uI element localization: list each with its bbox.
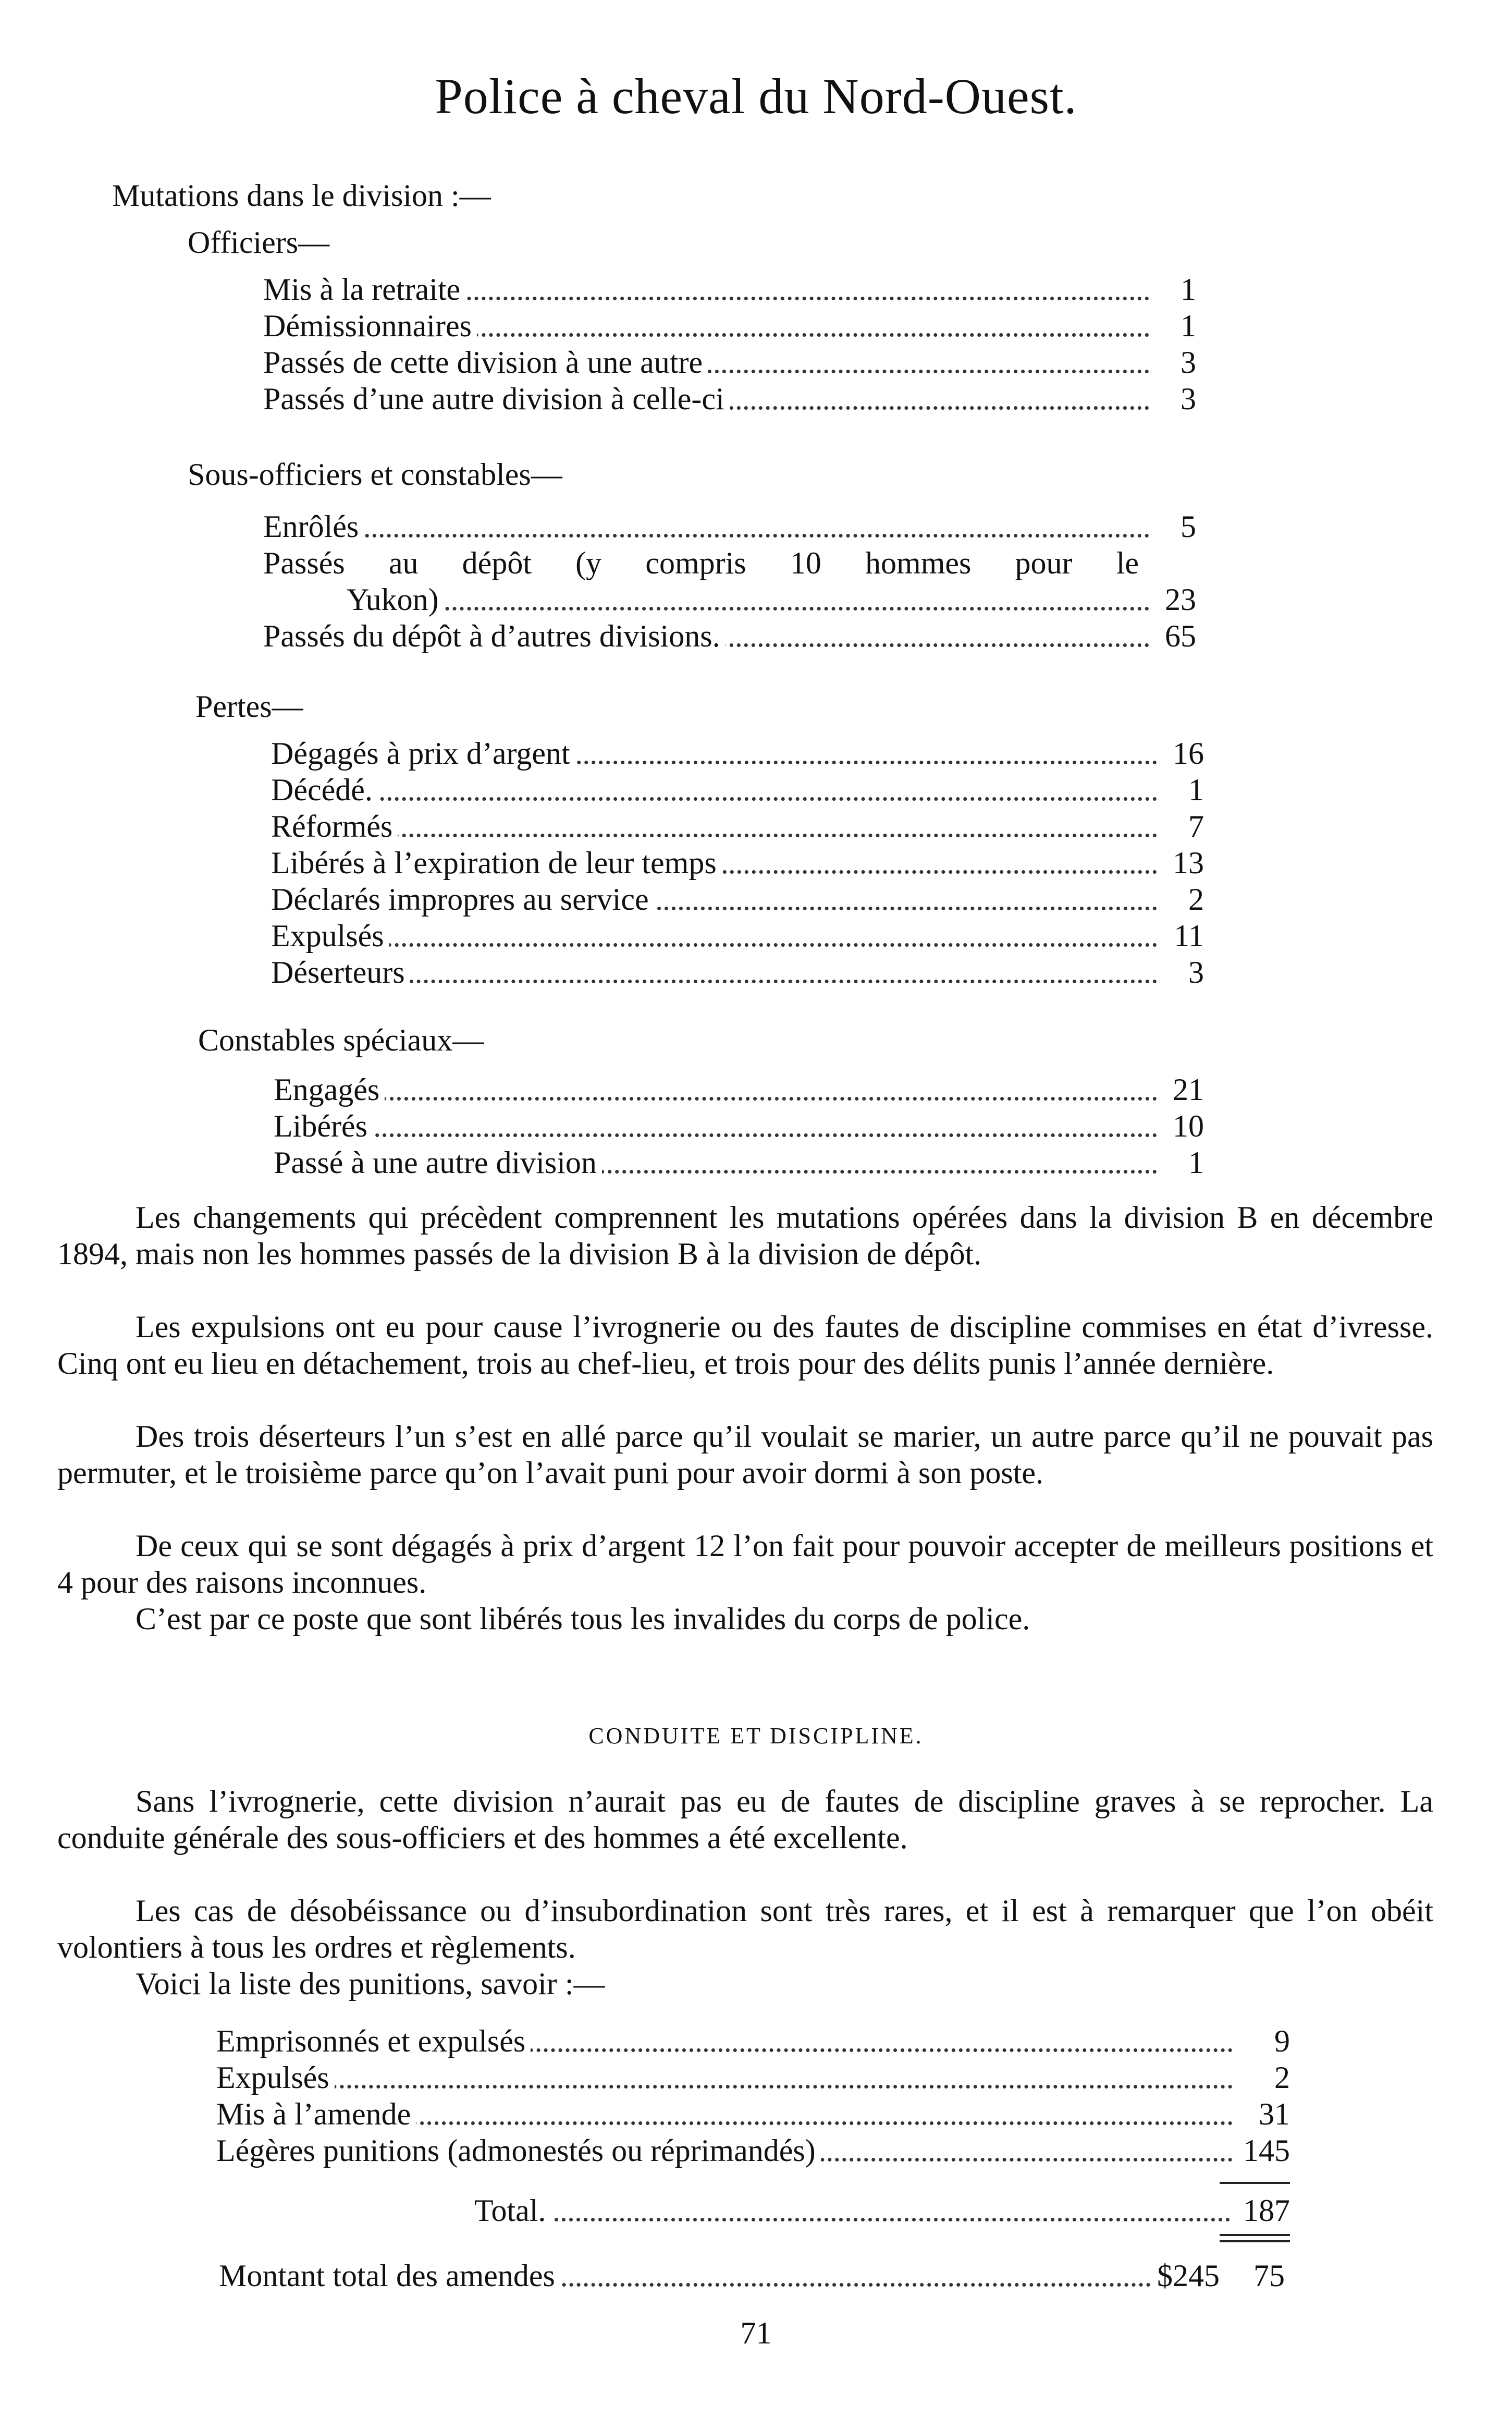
depot-line-1: Passés au dépôt (y compris 10 hommes pour le [263, 546, 1139, 580]
row-value: 13 [1167, 845, 1204, 881]
row-value: 23 [1160, 581, 1196, 618]
row-label: Yukon) [263, 581, 444, 618]
row-label: Mis à la retraite [263, 271, 465, 308]
page-title: Police à cheval du Nord-Ouest. [435, 68, 1077, 124]
section-heading: CONDUITE ET DISCIPLINE. [588, 1723, 924, 1749]
row-value: 11 [1169, 918, 1204, 954]
paragraph: Les cas de désobéissance ou d’insubordination sont très rares, et il est à remarquer que l’on obéit volontiers à tous les ordres et règlements. [57, 1894, 1433, 1964]
row-label: Enrôlés [263, 508, 364, 545]
row-label: Passé à une autre division [274, 1144, 602, 1181]
amendes-value: $245 [1152, 2257, 1220, 2294]
officiers-heading: Officiers— [188, 225, 330, 260]
ledger-row [263, 581, 1196, 618]
paragraph: Les changements qui précèdent comprennent les mutations opérées dans la division B en décembre 1894, mais non les hommes passés de la division B à la division de dépôt. [57, 1200, 1433, 1271]
ledger-row [274, 1071, 1204, 1108]
row-value: 65 [1160, 618, 1196, 654]
paragraph: Voici la liste des punitions, savoir :— [136, 1967, 605, 2001]
row-label: Libérés à l’expiration de leur temps [271, 845, 722, 881]
row-label: Démissionnaires [263, 308, 477, 344]
pertes-heading: Pertes— [195, 689, 303, 724]
row-value: 2 [1183, 881, 1204, 918]
row-label: Engagés [274, 1071, 385, 1108]
paragraph: Les expulsions ont eu pour cause l’ivrognerie ou des fautes de discipline commises en état d’ivresse. Cinq ont eu lieu en détachement, trois au chef-lieu, et trois pour des délits punis l’année dernière. [57, 1310, 1433, 1381]
ledger-row [271, 772, 1204, 808]
ledger-row [263, 381, 1196, 417]
ledger-row [263, 308, 1196, 344]
row-value: 1 [1183, 1144, 1204, 1181]
paragraph: C’est par ce poste que sont libérés tous les invalides du corps de police. [136, 1602, 1030, 1636]
page-number: 71 [740, 2316, 772, 2350]
row-value: 3 [1175, 381, 1196, 417]
sum-rule [1220, 2182, 1290, 2184]
row-label: Expulsés [216, 2059, 335, 2096]
ledger-row [216, 2096, 1290, 2132]
ledger-row [271, 954, 1204, 991]
row-label: Libérés [274, 1108, 373, 1144]
row-value: 145 [1238, 2132, 1290, 2169]
ledger-row [263, 618, 1196, 654]
row-label: Légères punitions (admonestés ou réprimandés) [216, 2132, 821, 2169]
row-value: 3 [1175, 344, 1196, 381]
row-value: 9 [1269, 2023, 1290, 2059]
row-value: 3 [1183, 954, 1204, 991]
row-value: 2 [1269, 2059, 1290, 2096]
ledger-row [216, 2132, 1290, 2169]
row-value: 1 [1175, 271, 1196, 308]
double-rule-bottom [1220, 2240, 1290, 2242]
ledger-row [271, 845, 1204, 881]
row-label: Passés d’une autre division à celle-ci [263, 381, 730, 417]
row-label: Mis à l’amende [216, 2096, 416, 2132]
ledger-row [216, 2059, 1290, 2096]
ledger-row [263, 271, 1196, 308]
row-value: 7 [1183, 808, 1204, 845]
row-label: Réformés [271, 808, 398, 845]
row-value: 31 [1253, 2096, 1290, 2132]
row-value: 10 [1167, 1108, 1204, 1144]
paragraph: Sans l’ivrognerie, cette division n’aurait pas eu de fautes de discipline graves à se reprocher. La conduite générale des sous-officiers et des hommes a été excellente. [57, 1784, 1433, 1855]
paragraph: Des trois déserteurs l’un s’est en allé parce qu’il voulait se marier, un autre parce qu’il ne pouvait pas permuter, et le troisième parce qu’on l’avait puni pour avoir dormi à son poste. [57, 1419, 1433, 1490]
paragraph: De ceux qui se sont dégagés à prix d’argent 12 l’on fait pour pouvoir accepter de meilleurs positions et 4 pour des raisons inconnues. [57, 1529, 1433, 1599]
speciaux-heading: Constables spéciaux— [198, 1023, 484, 1057]
row-label: Déserteurs [271, 954, 410, 991]
row-value: 1 [1183, 772, 1204, 808]
total-label: Total. [474, 2192, 551, 2229]
sous-officiers-heading: Sous-officiers et constables— [188, 457, 562, 492]
ledger-row [271, 735, 1204, 772]
row-label: Passés de cette division à une autre [263, 344, 708, 381]
ledger-row [271, 808, 1204, 845]
ledger-row [274, 1144, 1204, 1181]
ledger-row [263, 344, 1196, 381]
row-label: Expulsés [271, 918, 389, 954]
row-label: Emprisonnés et expulsés [216, 2023, 531, 2059]
mutations-heading: Mutations dans le division :— [112, 178, 491, 213]
ledger-row [263, 508, 1196, 545]
row-label: Décédé. [271, 772, 378, 808]
row-value: 21 [1167, 1071, 1204, 1108]
row-label: Passés du dépôt à d’autres divisions. [263, 618, 726, 654]
row-value: 1 [1175, 308, 1196, 344]
amendes-label: Montant total des amendes [219, 2257, 560, 2294]
ledger-row [271, 881, 1204, 918]
row-value: 16 [1167, 735, 1204, 772]
ledger-row [274, 1108, 1204, 1144]
row-label: Dégagés à prix d’argent [271, 735, 575, 772]
row-value: 5 [1175, 508, 1196, 545]
row-label: Déclarés impropres au service [271, 881, 654, 918]
total-value: 187 [1238, 2192, 1290, 2229]
amendes-row [219, 2257, 1313, 2294]
total-row [474, 2192, 1290, 2229]
amendes-cents: 75 [1248, 2257, 1285, 2294]
ledger-row [216, 2023, 1290, 2059]
ledger-row [271, 918, 1204, 954]
double-rule-top [1220, 2234, 1290, 2236]
